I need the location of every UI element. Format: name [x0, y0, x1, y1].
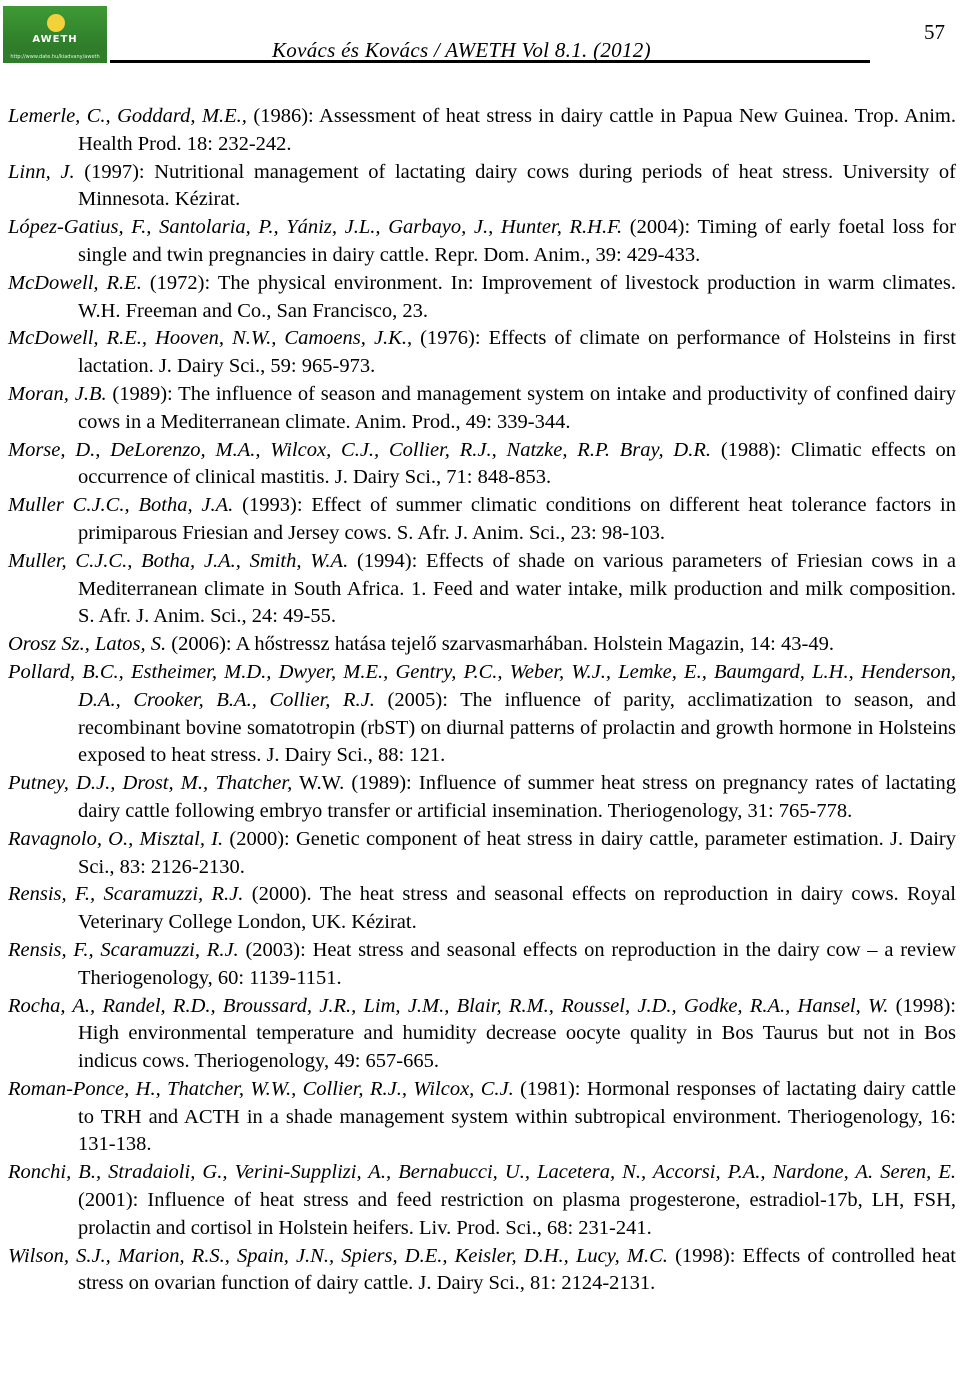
logo-text: AWETH [32, 34, 78, 45]
reference-item [8, 270, 956, 326]
reference-authors: Putney, D.J., Drost, M., Thatcher, [8, 772, 293, 795]
reference-authors: Muller C.J.C., Botha, J.A. [8, 494, 234, 517]
reference-details: (1989): The influence of season and management system on intake and productivity of confined dairy cows in a Mediterranean climate. Anim. Prod., 49: 339-344. [78, 382, 956, 433]
reference-item [8, 325, 956, 381]
reference-authors: Pollard, B.C., Estheimer, M.D., Dwyer, M.E., Gentry, P.C., Weber, W.J., Lemke, E., Baumgard, L.H., Henderson, D.A., Crooker, B.A., Collier, R.J. [8, 660, 956, 711]
reference-details: (1988): Climatic effects on occurrence of clinical mastitis. J. Dairy Sci., 71: 848-853. [78, 438, 956, 489]
reference-authors: Moran, J.B. [8, 382, 107, 405]
reference-details: (1994): Effects of shade on various parameters of Friesian cows in a Mediterranean climate in South Africa. 1. Feed and water intake, milk production and milk composition. S. Afr. J. Anim. Sci., 24: 49-55. [78, 549, 956, 628]
reference-details: (1972): The physical environment. In: Improvement of livestock production in warm climates. W.H. Freeman and Co., San Francisco, 23. [78, 271, 956, 322]
reference-item [8, 103, 956, 159]
reference-authors: Morse, D., DeLorenzo, M.A., Wilcox, C.J., Collier, R.J., Natzke, R.P. Bray, D.R. [8, 438, 712, 461]
reference-authors: Ronchi, B., Stradaioli, G., Verini-Supplizi, A., Bernabucci, U., Lacetera, N., Accorsi, P.A., Nardone, A. Seren, E. [8, 1161, 956, 1184]
reference-item [8, 437, 956, 493]
reference-authors: Orosz Sz., Latos, S. [8, 633, 167, 656]
reference-details: (2000): Genetic component of heat stress in dairy cattle, parameter estimation. J. Dairy Sci., 83: 2126-2130. [78, 827, 956, 878]
logo-url: http://www.date.hu/kiadvany/aweth [10, 54, 100, 60]
reference-details: (2003): Heat stress and seasonal effects on reproduction in the dairy cow – a review Theriogenology, 60: 1139-1151. [78, 938, 956, 989]
running-header: Kovács és Kovács / AWETH Vol 8.1. (2012) [272, 38, 651, 62]
reference-item [8, 881, 956, 937]
reference-authors: López-Gatius, F., Santolaria, P., Yániz, J.L., Garbayo, J., Hunter, R.H.F. [8, 216, 623, 239]
reference-details: , (1976): Effects of climate on performance of Holsteins in first lactation. J. Dairy Sci., 59: 965-973. [78, 327, 956, 378]
reference-authors: Muller, C.J.C., Botha, J.A., Smith, W.A. [8, 549, 349, 572]
reference-details: (1986): Assessment of heat stress in dairy cattle in Papua New Guinea. Trop. Anim. Health Prod. 18: 232-242. [78, 105, 956, 155]
reference-details: (2001): Influence of heat stress and feed restriction on plasma progesterone, estradiol-17b, LH, FSH, prolactin and cortisol in Holstein heifers. Liv. Prod. Sci., 68: 231-241. [78, 1189, 956, 1239]
reference-authors: Lemerle, C., Goddard, M.E., [8, 105, 247, 127]
reference-item [8, 381, 956, 437]
reference-authors: McDowell, R.E. [8, 271, 142, 294]
reference-authors: Rocha, A., Randel, R.D., Broussard, J.R., Lim, J.M., Blair, R.M., Roussel, J.D., Godke, R.A., Hansel, W. [8, 994, 889, 1017]
page-number: 57 [924, 20, 945, 44]
reference-details: (2000). The heat stress and seasonal effects on reproduction in dairy cows. Royal Veterinary College London, UK. Kézirat. [78, 883, 957, 934]
reference-item [8, 492, 956, 548]
reference-authors: Rensis, F., Scaramuzzi, R.J. [8, 883, 244, 906]
reference-item [8, 1159, 956, 1242]
reference-details: (1981): Hormonal responses of lactating dairy cattle to TRH and ACTH in a shade management system within subtropical environment. Theriogenology, 16: 131-138. [78, 1077, 956, 1156]
reference-details: (1998): High environmental temperature and humidity decrease oocyte quality in Bos Taurus but not in Bos indicus cows. Theriogenology, 49: 657-665. [78, 994, 956, 1073]
reference-details: (2006): A hőstressz hatása tejelő szarvasmarhában. Holstein Magazin, 14: 43-49. [166, 633, 834, 656]
reference-details: (1993): Effect of summer climatic conditions on different heat tolerance factors in primiparous Friesian and Jersey cows. S. Afr. J. Anim. Sci., 23: 98-103. [78, 494, 956, 544]
reference-item [8, 770, 956, 826]
reference-item [8, 1243, 956, 1299]
reference-authors: Ravagnolo, O., Misztal, I. [8, 827, 224, 850]
reference-item [8, 631, 956, 659]
header-rule [110, 60, 870, 63]
reference-item [8, 1076, 956, 1159]
reference-item [8, 993, 956, 1076]
reference-item [8, 159, 956, 215]
journal-logo [3, 6, 107, 63]
reference-item [8, 937, 956, 993]
reference-item [8, 214, 956, 270]
reference-details: (1998): Effects of controlled heat stress on ovarian function of dairy cattle. J. Dairy Sci., 81: 2124-2131. [78, 1244, 956, 1295]
reference-authors: Rensis, F., Scaramuzzi, R.J. [8, 938, 239, 961]
reference-item [8, 826, 956, 882]
reference-authors: Linn, J. [8, 160, 75, 183]
reference-details: (2005): The influence of parity, acclimatization to season, and recombinant bovine somatotropin (rbST) on diurnal patterns of prolactin and growth hormone in Holsteins exposed to heat stress. J. Dairy Sci., 88: 121. [78, 688, 956, 767]
reference-list [8, 103, 956, 1298]
reference-authors: Wilson, S.J., Marion, R.S., Spain, J.N., Spiers, D.E., Keisler, D.H., Lucy, M.C. [8, 1244, 668, 1267]
reference-details: (2004): Timing of early foetal loss for single and twin pregnancies in dairy cattle. Repr. Dom. Anim., 39: 429-433. [78, 216, 956, 266]
reference-item [8, 548, 956, 631]
reference-authors: McDowell, R.E., Hooven, N.W., Camoens, J.K. [8, 327, 407, 350]
reference-item [8, 659, 956, 770]
sun-icon [47, 14, 65, 32]
reference-authors: Roman-Ponce, H., Thatcher, W.W., Collier, R.J., Wilcox, C.J. [8, 1077, 514, 1100]
reference-details: W.W. (1989): Influence of summer heat stress on pregnancy rates of lactating dairy cattle following embryo transfer or artificial insemination. Theriogenology, 31: 765-778. [78, 772, 956, 822]
reference-details: (1997): Nutritional management of lactating dairy cows during periods of heat stress. University of Minnesota. Kézirat. [74, 160, 956, 211]
